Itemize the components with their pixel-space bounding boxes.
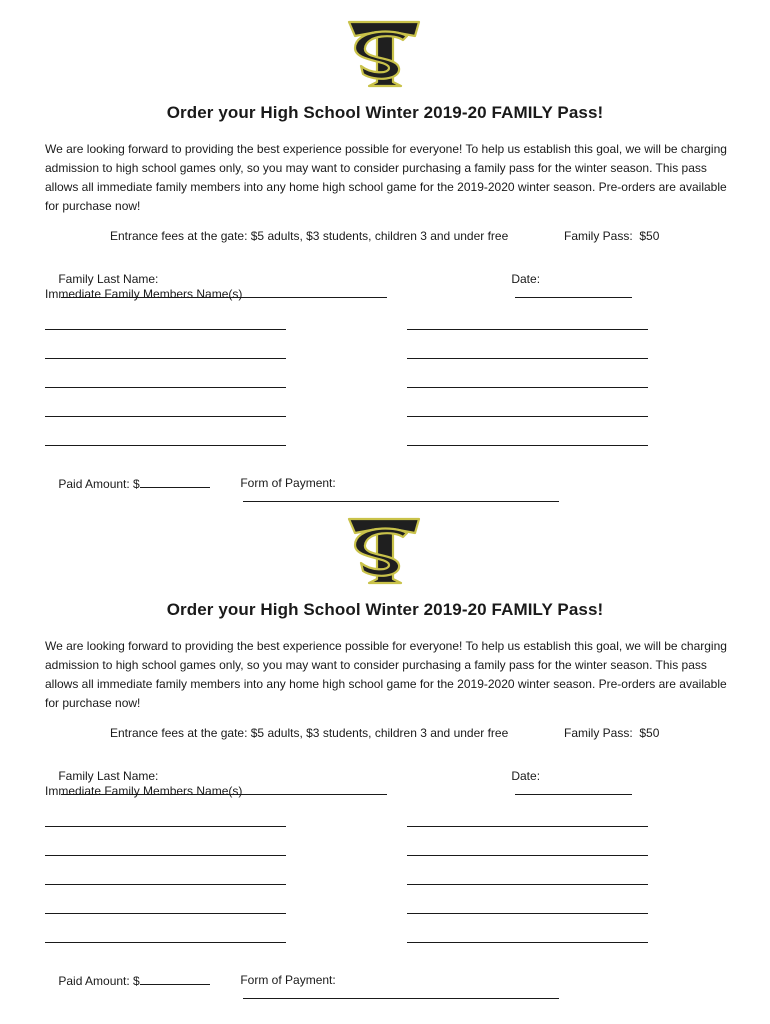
member-name-field[interactable]: [45, 358, 286, 359]
date-field[interactable]: [515, 783, 632, 795]
date-row: [498, 755, 632, 812]
member-name-field[interactable]: [407, 445, 648, 446]
entrance-fees-text: Entrance fees at the gate: $5 adults, $3 students, children 3 and under free: [110, 229, 509, 243]
date-field[interactable]: [515, 286, 632, 298]
paid-amount-row: [45, 959, 210, 1002]
member-name-field[interactable]: [407, 358, 648, 359]
member-name-field[interactable]: [407, 913, 648, 914]
member-name-field[interactable]: [45, 913, 286, 914]
date-row: [498, 258, 632, 315]
member-name-field[interactable]: [407, 942, 648, 943]
form-of-payment-row: [227, 959, 559, 1016]
school-logo: [345, 16, 423, 92]
member-name-field[interactable]: [407, 826, 648, 827]
members-label: Immediate Family Members Name(s): [45, 784, 243, 798]
member-name-field[interactable]: [45, 855, 286, 856]
form-of-payment-label: Form of Payment:: [240, 476, 336, 490]
paid-amount-label: Paid Amount: $: [58, 974, 140, 988]
family-pass-price: Family Pass: $50: [564, 229, 660, 243]
paid-amount-label: Paid Amount: $: [58, 477, 140, 491]
member-name-field[interactable]: [407, 884, 648, 885]
form-title: Order your High School Winter 2019-20 FAMILY Pass!: [166, 103, 604, 122]
pass-order-form-2: [0, 497, 770, 994]
member-name-field[interactable]: [45, 387, 286, 388]
family-pass-price: Family Pass: $50: [564, 726, 660, 740]
paid-amount-field[interactable]: [140, 476, 210, 488]
paid-amount-field[interactable]: [140, 973, 210, 985]
intro-paragraph: We are looking forward to providing the best experience possible for everyone! To help us establish this goal, we will be charging admission to high school games only, so you may want to consider purchasing a family pass for the winter season. This pass allows all immediate family members into any home high school game for the 2019-2020 winter season. Pre-orders are available for purchase now!: [45, 639, 727, 710]
member-name-field[interactable]: [45, 884, 286, 885]
family-last-name-label: Family Last Name:: [58, 272, 159, 286]
member-name-field[interactable]: [45, 445, 286, 446]
form-of-payment-field[interactable]: [243, 987, 559, 999]
intro-paragraph: We are looking forward to providing the best experience possible for everyone! To help us establish this goal, we will be charging admission to high school games only, so you may want to consider purchasing a family pass for the winter season. This pass allows all immediate family members into any home high school game for the 2019-2020 winter season. Pre-orders are available for purchase now!: [45, 142, 727, 213]
form-title: Order your High School Winter 2019-20 FAMILY Pass!: [166, 600, 604, 619]
member-name-field[interactable]: [407, 416, 648, 417]
school-logo: [345, 513, 423, 589]
members-label: Immediate Family Members Name(s): [45, 287, 243, 301]
member-name-field[interactable]: [45, 416, 286, 417]
member-name-field[interactable]: [407, 387, 648, 388]
member-name-field[interactable]: [45, 826, 286, 827]
entrance-fees-text: Entrance fees at the gate: $5 adults, $3 students, children 3 and under free: [110, 726, 509, 740]
member-name-field[interactable]: [45, 329, 286, 330]
member-name-field[interactable]: [407, 329, 648, 330]
date-label: Date:: [511, 769, 541, 783]
family-last-name-label: Family Last Name:: [58, 769, 159, 783]
member-name-field[interactable]: [45, 942, 286, 943]
form-of-payment-label: Form of Payment:: [240, 973, 336, 987]
date-label: Date:: [511, 272, 541, 286]
pass-order-form-1: [0, 0, 770, 497]
member-name-field[interactable]: [407, 855, 648, 856]
